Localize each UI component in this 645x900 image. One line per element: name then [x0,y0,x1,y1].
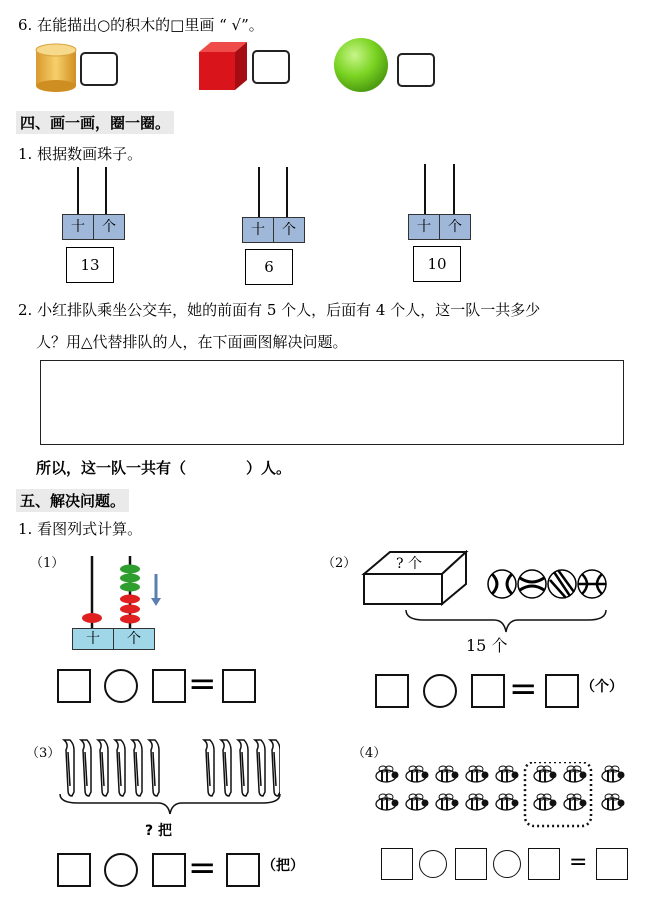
operator-circle[interactable] [104,853,138,887]
answer-box[interactable] [222,669,256,703]
answer-box[interactable] [471,674,505,708]
answer-box[interactable] [455,848,487,880]
box-question: ? 个 [396,556,422,572]
answer-box[interactable] [152,669,186,703]
abacus-1-base [62,214,125,240]
answer-box[interactable] [57,669,91,703]
tens-label: 十 [73,629,114,649]
number-box-1: 13 [66,247,114,283]
tens-label: 十 [409,215,440,239]
equals-sign: = [188,848,217,888]
abacus-rod [424,164,426,214]
part-1-label: （1） [30,556,65,571]
answer-box[interactable] [381,848,413,880]
part-3-label: （3） [26,746,61,761]
operator-circle[interactable] [419,850,447,878]
number-box-3: 10 [413,246,461,282]
ones-label: 个 [440,215,470,239]
answer-box[interactable] [528,848,560,880]
ones-label: 个 [274,218,304,242]
number-box-2: 6 [245,249,293,285]
abacus-rod [77,167,79,214]
ball-image [332,36,390,94]
equals-sign: = [569,850,588,875]
question-4-1: 1. 根据数画珠子。 [18,145,143,163]
operator-circle[interactable] [493,850,521,878]
ones-label: 个 [94,215,124,239]
unit-label: （把） [262,858,304,874]
question-6: 6. 在能描出○的积木的□里画 “ √”。 [18,16,264,34]
answer-box[interactable] [57,853,91,887]
total-label: 15 个 [466,636,508,655]
question-5-1: 1. 看图列式计算。 [18,520,143,538]
section-5-title: 五、解决问题。 [16,489,129,512]
answer-box[interactable] [152,853,186,887]
bees-image [372,762,634,830]
umbrella-question: ? 把 [145,823,172,839]
checkbox-ball[interactable] [397,53,435,87]
tens-label: 十 [243,218,274,242]
abacus-3-base [408,214,471,240]
abacus-rod [258,167,260,217]
section-4-title: 四、画一画，圈一圈。 [16,111,174,134]
tens-label: 十 [63,215,94,239]
operator-circle[interactable] [423,674,457,708]
abacus-rod [286,167,288,217]
equals-sign: = [188,664,217,704]
question-4-2-line1: 2. 小红排队乘坐公交车，她的前面有 5 个人，后面有 4 个人，这一队一共多少 [18,301,541,319]
checkbox-cylinder[interactable] [80,52,118,86]
question-4-2-line2: 人？用△代替排队的人，在下面画图解决问题。 [36,333,348,351]
answer-box[interactable] [226,853,260,887]
cube-image [195,40,251,94]
brace-2 [404,608,608,634]
answer-line: 所以，这一队一共有（ ）人。 [36,459,292,477]
abacus-p1-base [72,628,155,650]
abacus-2-base [242,217,305,243]
part-2-label: （2） [322,556,357,571]
drawing-area[interactable] [40,360,624,445]
answer-box[interactable] [545,674,579,708]
part-4-label: （4） [352,746,387,761]
brace-3 [58,792,282,816]
ones-label: 个 [114,629,154,649]
abacus-rod [453,164,455,214]
unit-label: （个） [581,679,623,695]
cylinder-image [34,42,78,94]
checkbox-cube[interactable] [252,50,290,84]
answer-box[interactable] [596,848,628,880]
answer-box[interactable] [375,674,409,708]
umbrellas-image [60,738,280,798]
equals-sign: = [509,669,538,709]
abacus-rod [105,167,107,214]
operator-circle[interactable] [104,669,138,703]
marbles-image [486,566,608,602]
